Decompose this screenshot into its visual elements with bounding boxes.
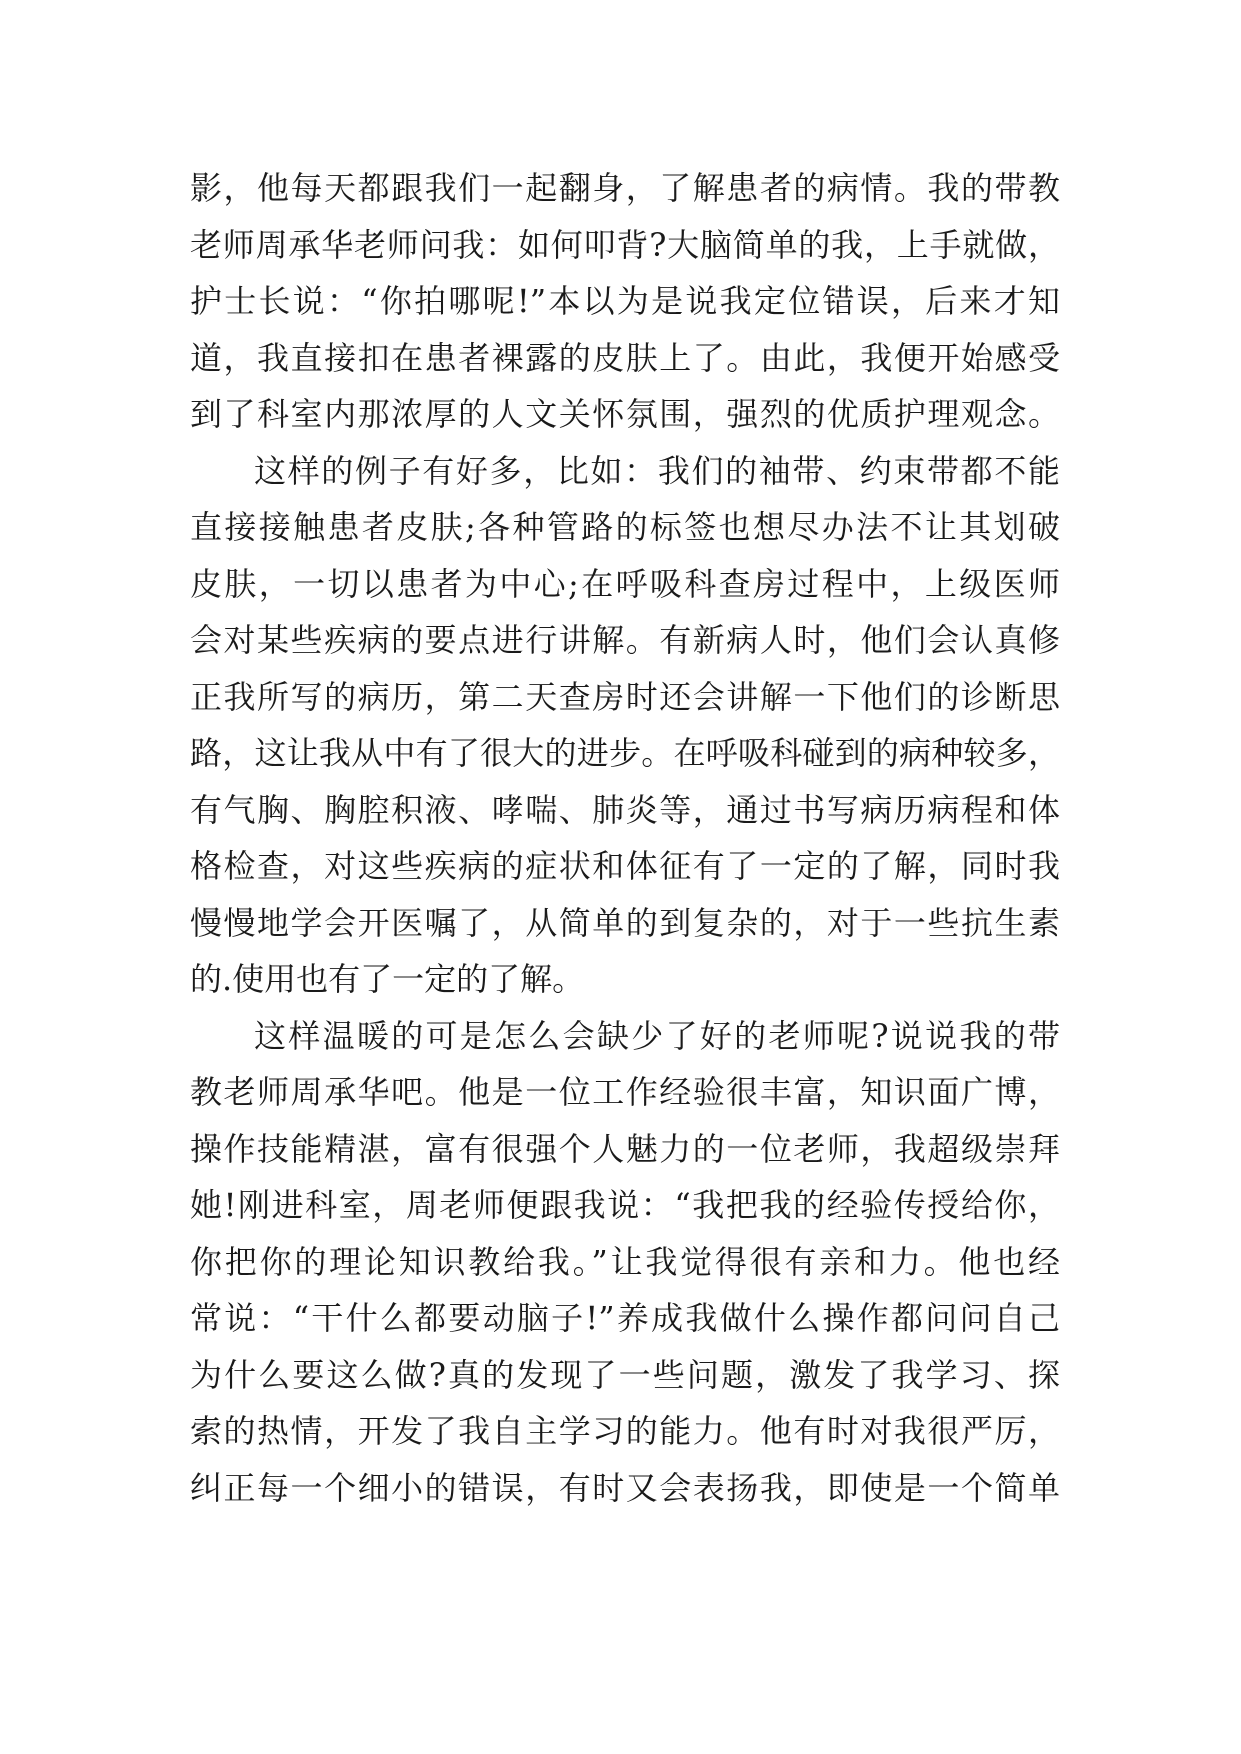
text-line: 你把你的理论知识教给我。”让我觉得很有亲和力。他也经 <box>190 1242 1060 1281</box>
document-body <box>190 160 1060 1516</box>
text-line: 皮肤，一切以患者为中心;在呼吸科查房过程中，上级医师 <box>190 564 1060 603</box>
text-line: 有气胸、胸腔积液、哮喘、肺炎等，通过书写病历病程和体 <box>190 790 1060 829</box>
text-line: 路，这让我从中有了很大的进步。在呼吸科碰到的病种较多， <box>190 734 1060 772</box>
text-line: 为什么要这么做?真的发现了一些问题，激发了我学习、探 <box>190 1355 1060 1394</box>
paragraph-first-line: 这样温暖的可是怎么会缺少了好的老师呢?说说我的带 <box>254 1016 1060 1055</box>
text-line: 纠正每一个细小的错误，有时又会表扬我，即使是一个简单 <box>190 1468 1060 1507</box>
text-line: 慢慢地学会开医嘱了，从简单的到复杂的，对于一些抗生素 <box>190 903 1060 942</box>
text-line: 索的热情，开发了我自主学习的能力。他有时对我很严厉， <box>190 1412 1060 1450</box>
text-line: 正我所写的病历，第二天查房时还会讲解一下他们的诊断思 <box>190 677 1060 716</box>
text-line: 会对某些疾病的要点进行讲解。有新病人时，他们会认真修 <box>190 621 1060 659</box>
text-line: 到了科室内那浓厚的人文关怀氛围，强烈的优质护理观念。 <box>190 395 1060 433</box>
paragraph-last-line: 的.使用也有了一定的了解。 <box>190 960 585 998</box>
text-line: 她!刚进科室，周老师便跟我说：“我把我的经验传授给你， <box>190 1186 1060 1224</box>
text-line: 影，他每天都跟我们一起翻身，了解患者的病情。我的带教 <box>190 169 1060 207</box>
text-line: 操作技能精湛，富有很强个人魅力的一位老师，我超级崇拜 <box>190 1129 1060 1168</box>
text-line: 格检查，对这些疾病的症状和体征有了一定的了解，同时我 <box>190 847 1060 885</box>
text-line: 老师周承华老师问我：如何叩背?大脑简单的我，上手就做， <box>190 225 1060 264</box>
text-line: 教老师周承华吧。他是一位工作经验很丰富，知识面广博， <box>190 1073 1060 1111</box>
text-line: 直接接触患者皮肤;各种管路的标签也想尽办法不让其划破 <box>190 508 1060 546</box>
text-line: 护士长说：“你拍哪呢!”本以为是说我定位错误，后来才知 <box>190 282 1060 320</box>
paragraph-first-line: 这样的例子有好多，比如：我们的袖带、约束带都不能 <box>254 451 1060 490</box>
text-line: 道，我直接扣在患者裸露的皮肤上了。由此，我便开始感受 <box>190 338 1060 377</box>
text-line: 常说：“干什么都要动脑子!”养成我做什么操作都问问自己 <box>190 1299 1060 1337</box>
